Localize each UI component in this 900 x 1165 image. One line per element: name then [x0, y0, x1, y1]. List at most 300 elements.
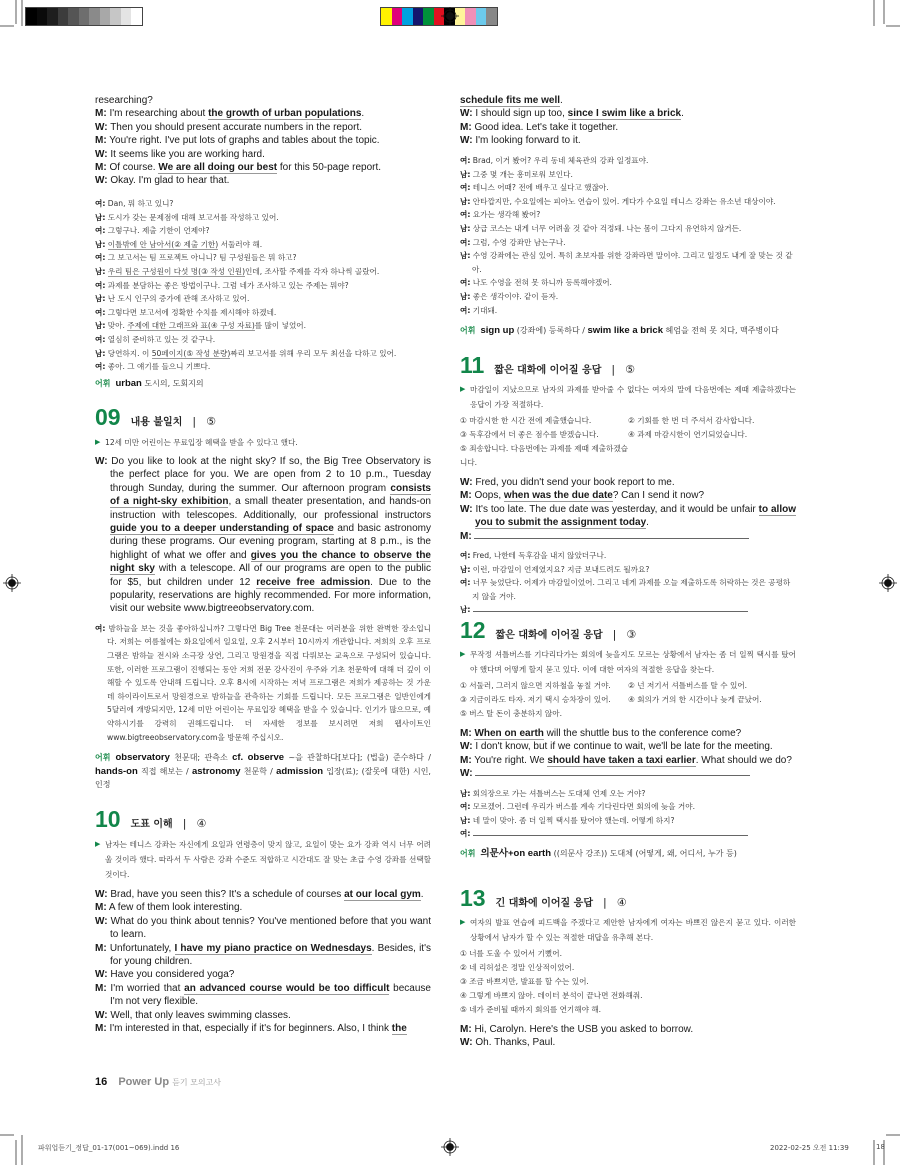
key-phrase: 주제에 대한 그래프와 표(④ 구성 자료)	[127, 321, 255, 331]
vocab-term: astronomy	[191, 765, 241, 777]
answer-option: ④ 그렇게 바쁘지 않아. 데이터 분석이 끝나면 전화해줘.	[460, 991, 643, 1000]
vocab-q10	[460, 324, 796, 337]
dialogue-line	[95, 982, 431, 1009]
dialogue-line	[460, 208, 796, 222]
dialogue-line	[460, 603, 796, 617]
speaker-label: 남:	[460, 291, 471, 301]
question-10	[95, 806, 431, 1035]
speaker-label: 남:	[95, 239, 106, 249]
key-phrase: schedule fits me well	[460, 95, 561, 106]
line-text: I should sign up too,	[472, 108, 568, 120]
line-text: 나도 수영을 전혀 못 하니까 등록해야겠어.	[470, 278, 612, 288]
dialogue-line	[95, 279, 431, 293]
question-type: 긴 대화에 이어질 응답	[495, 898, 593, 909]
key-phrase: an advanced course would be too difficult	[184, 982, 390, 994]
line-text: Oops,	[471, 490, 504, 502]
line-text: Well, that only leaves swimming classes.	[107, 1009, 291, 1021]
line-text: 난 도시 인구의 증가에 관해 조사하고 있어.	[105, 294, 250, 304]
speaker-label: 여:	[460, 829, 471, 839]
speaker-label: 여:	[460, 237, 471, 247]
speaker-label: W:	[95, 456, 108, 467]
speaker-label: M:	[460, 530, 472, 542]
speaker-label: 여:	[460, 278, 471, 288]
line-text: Then you should present accurate numbers in the report.	[107, 121, 363, 133]
vocab-meaning: 천문학 /	[240, 766, 277, 776]
speaker-label: M:	[95, 982, 107, 994]
line-text: 테니스 어때? 전에 배우고 싶다고 했잖아.	[470, 183, 609, 193]
speaker-label: W:	[460, 477, 473, 488]
question-header	[460, 617, 796, 644]
question-number: 13	[460, 885, 486, 911]
speaker-label: W:	[460, 1037, 473, 1049]
dialogue-line	[460, 727, 796, 740]
vocab-meaning: 입장(료); (잘못에 대한) 시인, 인정	[95, 766, 431, 790]
dialogue-line	[95, 1022, 431, 1035]
key-phrase: should have taken a taxi earlier	[547, 754, 696, 766]
line-text: 상급 코스는 내게 너무 어려울 것 같아 걱정돼. 나는 몸이 그다지 유연하지 않거든.	[470, 223, 742, 233]
vocab-term: observatory	[115, 752, 170, 764]
speaker-label: 남:	[460, 169, 471, 179]
page-number: 16	[95, 1076, 108, 1088]
question-type: 도표 이해	[130, 819, 173, 830]
dialogue-line	[460, 814, 796, 828]
answer-option: ⑤ 죄송합니다. 다음번에는 과제를 제때 제출하겠습니다.	[460, 444, 628, 467]
speaker-label: 남:	[95, 294, 106, 304]
dialogue-line	[95, 107, 431, 120]
dialogue-line	[460, 107, 796, 120]
line-text: 그중 몇 개는 흥미로워 보인다.	[470, 169, 573, 179]
line-text: Fred, you didn't send your book report to me.	[472, 477, 675, 488]
line-text: . Besides, it's for young children.	[110, 942, 431, 968]
triangle-bullet-icon: ▶	[460, 650, 466, 658]
question-header	[95, 404, 431, 431]
line-text: 너무 늦었단다. 어제가 마감일이었어. 그리고 네게 과제를 오늘 제출하도록 허락하는 것은 공평하지 않을 거야.	[470, 578, 791, 601]
speaker-label: 여:	[460, 305, 471, 315]
speaker-label: 남:	[460, 196, 471, 206]
question-header	[460, 885, 796, 912]
line-text: 그렇구나. 제출 기한이 언제야?	[105, 226, 210, 236]
dialogue-line	[460, 276, 796, 290]
line-text: 수영 강좌에는 관심 있어. 특히 초보자를 위한 강좌라면 말이야. 그리고 일정도 내게 잘 맞는 것 같아.	[470, 251, 793, 274]
line-text: 밤하늘을 보는 것을 좋아하십니까? 그렇다면 Big Tree 천문대는 여러분을 위한 완벽한 장소입니다. 저희는 여름철에는 화요일에서 일요일, 오후 2시부터 10시까지 개관합니다. 저희의 오후 프로그램은 밤하늘 전시와 소극장 상연, 그리고 망원경을 직접 다뤄보는 교육으로 구성되어 있습니다. 또한, 이러한 프로그램이 진행되는 동안 저희 전문 강사진이 우주와 기초 천문학에 대해 더 깊이 이해할 수 있도록 안내해 드립니다. 오후 8시에 시작하는 저녁 프로그램은 저희가 제공하는 것 가운데 하이라이트로서 망원경으로 밤하늘을 관측하는 기회를 드립니다. 모든 프로그램은 일반인에게 5달러에 개방되지만, 12세 미만 어린이는 무료입장 혜택을 받을 수 있습니다. 인기가 많으므로, 예약하시기를 강력히 권해드립니다. 더 자세한 정보를 보시려면 저희 웹사이트인 www.bigtreeobservatory.com을 방문해 주십시오.	[105, 623, 431, 742]
line-text: 열심히 준비하고 있는 것 같구나.	[105, 334, 216, 344]
dialogue-line	[460, 1036, 796, 1049]
translation	[95, 622, 431, 744]
dialogue-line	[95, 134, 431, 147]
answer-blank	[475, 767, 750, 776]
line-text: I don't know, but if we continue to wait, we'll be late for the meeting.	[472, 741, 773, 753]
line-text: , a small theater presentation, and hands-on instruction with telescopes. Additionally, our professional instructors	[110, 496, 431, 521]
dialogue-line	[95, 211, 431, 225]
separator: |	[182, 817, 187, 830]
dialogue-line	[95, 94, 431, 107]
speaker-label: 남:	[460, 815, 471, 825]
line-text: 당연하지. 이	[105, 348, 152, 358]
dialogue-line	[460, 154, 796, 168]
key-phrase: 이틀밖에 안 남아서(② 제출 기한)	[107, 239, 219, 249]
answer-option: ② 넌 저기서 셔틀버스를 탈 수 있어.	[628, 681, 748, 690]
key-phrase: the growth of urban populations	[208, 108, 362, 120]
question-13	[460, 885, 796, 1050]
speaker-label: 남:	[95, 212, 106, 222]
question-number: 12	[460, 617, 486, 643]
dialogue-line	[95, 306, 431, 320]
line-text: Oh. Thanks, Paul.	[472, 1037, 556, 1049]
dialogue	[95, 455, 431, 616]
dialogue-line	[95, 333, 431, 347]
key-phrase: consists of a night-sky exhibition	[110, 482, 431, 508]
key-phrase: We are all doing our best	[158, 162, 278, 174]
explanation: ▶ 여자의 발표 연습에 피드백을 주겠다고 제안한 남자에게 여자는 바쁘진 않은지 묻고 있다. 이러한 상황에서 남자가 할 수 있는 적절한 대답을 유추해 본다.	[460, 915, 796, 945]
speaker-label: 여:	[460, 802, 471, 812]
speaker-label: W:	[460, 503, 473, 515]
line-text: .	[420, 889, 424, 900]
speaker-label: M:	[95, 162, 107, 174]
dialogue-line	[95, 292, 431, 306]
line-text: 네 말이 맞아. 좀 더 일찍 택시를 탔어야 했는데. 어떻게 하지?	[470, 815, 675, 825]
dialogue-line	[460, 576, 796, 603]
dialogue-line	[460, 767, 796, 780]
dialogue-line	[460, 181, 796, 195]
line-text: Have you considered yoga?	[107, 969, 235, 981]
answer-options	[460, 947, 796, 1017]
dialogue-line	[460, 236, 796, 250]
dialogue-line	[95, 915, 431, 942]
dialogue-line	[95, 968, 431, 981]
speaker-label: 여:	[95, 199, 106, 208]
key-phrase: guide you to a deeper understanding of space	[110, 523, 334, 535]
line-text: 그럼, 수영 강좌만 남는구나.	[470, 237, 566, 247]
line-text: ? Can I send it now?	[612, 490, 705, 502]
speaker-label: W:	[95, 915, 108, 927]
dialogue	[95, 888, 431, 1035]
answer-option: ② 기회를 한 번 더 주셔서 감사합니다.	[628, 416, 755, 425]
speaker-label: M:	[460, 754, 472, 766]
speaker-label: M:	[460, 121, 472, 133]
dialogue-line	[95, 319, 431, 333]
answer-option: ⑤ 버스 탈 돈이 충분하지 않아.	[460, 709, 562, 718]
answer: ④	[616, 896, 627, 909]
vocab-term: sign up	[480, 325, 515, 336]
speaker-label: 남:	[460, 605, 471, 615]
answer-option: ④ 과제 마감시한이 연기되었습니다.	[628, 430, 748, 439]
line-text: 짜리 보고서를 위해 우리 모두 최선을 다하고 있어.	[230, 348, 397, 358]
page-footer	[95, 1076, 221, 1088]
line-text: You're right. I've put lots of graphs and tables about the topic.	[106, 135, 380, 147]
dialogue	[460, 476, 796, 543]
dialogue-line	[95, 265, 431, 279]
triangle-bullet-icon: ▶	[95, 840, 101, 848]
dialogue-line	[95, 224, 431, 238]
separator: |	[611, 363, 616, 376]
line-text: It's too late. The due date was yesterday, and it would be unfair	[472, 503, 759, 515]
line-text: 모르겠어. 그런데 우리가 버스를 계속 기다린다면 회의에 늦을 거야.	[470, 802, 695, 812]
line-text: for this 50-page report.	[277, 162, 382, 174]
speaker-label: W:	[460, 768, 473, 780]
line-text: I'm worried that	[106, 982, 185, 994]
line-text: because I'm not very flexible.	[110, 982, 431, 1008]
vocab-label: 어휘	[460, 326, 476, 335]
dialogue-line	[95, 888, 431, 901]
dialogue-line	[460, 121, 796, 134]
slug-page: 18	[876, 1143, 885, 1151]
speaker-label: W:	[95, 121, 108, 133]
dialogue-line	[460, 1023, 796, 1036]
speaker-label: M:	[95, 902, 107, 914]
dialogue-line	[460, 827, 796, 841]
vocab-meaning: ((의문사 강조)) 도대체 (어떻게, 왜, 어디서, 누가 등)	[551, 849, 737, 858]
dialogue-line	[460, 787, 796, 801]
speaker-label: W:	[95, 175, 108, 187]
answer-options	[460, 679, 796, 721]
vocab-meaning: 천문대; 관측소	[169, 753, 233, 763]
explanation: ▶ 마감일이 지났으므로 남자의 과제를 받아줄 수 없다는 여자의 말에 다음번에는 제때 제출하겠다는 응답이 가장 적절하다.	[460, 382, 796, 412]
explanation: ▶ 12세 미만 어린이는 무료입장 혜택을 받을 수 있다고 했다.	[95, 435, 431, 450]
dialogue-line	[460, 249, 796, 276]
speaker-label: 남:	[460, 223, 471, 233]
answer-option: ⑤ 네가 준비될 때까지 회의를 연기해야 해.	[460, 1005, 602, 1014]
line-text: Dan, 뭐 하고 있니?	[105, 199, 174, 208]
speaker-label: W:	[95, 969, 108, 981]
speaker-label: 남:	[460, 251, 471, 261]
speaker-label: 여:	[95, 334, 106, 344]
dialogue-line	[95, 251, 431, 265]
line-text: 이런, 마감일이 언제였지요? 지금 보내드려도 될까요?	[470, 564, 650, 574]
answer: ⑤	[625, 363, 635, 376]
dialogue-line	[460, 503, 796, 530]
line-text: I'm looking forward to it.	[472, 135, 581, 147]
key-phrase: receive free admission	[256, 576, 371, 588]
key-phrase: when was the due date	[503, 490, 613, 502]
line-text: You're right. We	[471, 754, 548, 766]
question-type: 내용 불일치	[130, 417, 183, 428]
line-text: Okay. I'm glad to hear that.	[107, 175, 230, 187]
line-text: Do you like to look at the night sky? If so, the Big Tree Observatory is the perfect place for you. We are open from 2 to 10 p.m., Tuesday through Sunday, during the summer. Our afternoon program	[107, 456, 431, 494]
dialogue-line	[95, 238, 431, 252]
vocab-meaning: 직접 해보는 /	[137, 766, 192, 776]
slug-timestamp: 2022-02-25 오전 11:39	[770, 1144, 849, 1152]
speaker-label: M:	[95, 1023, 107, 1035]
dialogue-line	[95, 121, 431, 134]
vocab-q08	[95, 377, 431, 390]
line-text: 좋은 생각이야. 같이 듣자.	[470, 291, 559, 301]
vocab-label: 어휘	[95, 753, 111, 763]
answer-option: ① 서둘러, 그러지 않으면 지하철을 놓칠 거야.	[460, 681, 611, 690]
vocab-term: admission	[276, 765, 324, 777]
dialogue-line	[460, 530, 796, 543]
line-text: 과제를 분담하는 좋은 방법이구나. 그럼 네가 조사하고 있는 주제는 뭐야?	[105, 280, 349, 290]
question-header	[95, 806, 431, 833]
vocab	[460, 847, 796, 860]
dialogue-line	[95, 360, 431, 374]
speaker-label: 여:	[95, 280, 106, 290]
speaker-label: 남:	[95, 321, 106, 331]
speaker-label: M:	[95, 108, 107, 120]
speaker-label: 여:	[460, 210, 471, 220]
explanation: ▶ 무작정 셔틀버스를 기다리다가는 회의에 늦을지도 모르는 상황에서 남자는 좀 더 일찍 택시를 탔어야 했다며 어떻게 할지 묻고 있다. 이에 대한 여자의 적절한 응답을 찾는다.	[460, 647, 796, 677]
speaker-label: 남:	[95, 348, 106, 358]
line-text: 회의장으로 가는 셔틀버스는 도대체 언제 오는 거야?	[470, 788, 646, 798]
vocab-term: cf. observe	[232, 752, 285, 764]
vocab-label: 어휘	[460, 849, 476, 858]
answer-option: ② 네 리허설은 정말 인상적이었어.	[460, 963, 575, 972]
dialogue-q08-end	[95, 94, 431, 188]
question-type: 짧은 대화에 이어질 응답	[495, 630, 603, 641]
key-phrase: When on earth	[474, 728, 544, 739]
dialogue-line	[460, 489, 796, 502]
line-text: I'm researching about	[106, 108, 209, 120]
dialogue	[460, 727, 796, 781]
line-text: I'm interested in that, especially if it's for beginners. Also, I think	[106, 1023, 392, 1035]
dialogue-line	[460, 549, 796, 563]
line-text: 인데, 조사할 주제를 각자 하나씩 골랐어.	[245, 266, 380, 276]
question-number: 09	[95, 404, 121, 430]
line-text: Fred, 나한테 독후감을 내지 않았더구나.	[470, 551, 607, 561]
line-text: 안타깝지만, 수요일에는 피아노 연습이 있어. 게다가 수요일 테니스 강좌는 유소년 대상이야.	[470, 196, 776, 206]
answer-blank	[474, 530, 749, 539]
vocab-term: urban	[115, 378, 142, 389]
line-text: 그렇다면 보고서에 정확한 수치를 제시해야 하겠네.	[105, 307, 277, 317]
speaker-label: M:	[460, 728, 472, 739]
answer-option: ③ 지금이라도 타자. 저기 택시 승차장이 있어.	[460, 695, 611, 704]
vocab-meaning: ~을 관찰하다[보다]; (법을) 준수하다 /	[284, 753, 431, 763]
speaker-label: 여:	[460, 183, 471, 193]
line-text: 도시가 갖는 문제점에 대해 보고서를 작성하고 있어.	[105, 212, 279, 222]
speaker-label: M:	[95, 135, 107, 147]
dialogue-line	[460, 800, 796, 814]
dialogue-line	[460, 563, 796, 577]
line-text: and basic astronomy during these programs. Our evening program, starting at 8 p.m., is the highlight of what we offer and	[110, 523, 431, 561]
question-11	[460, 352, 796, 617]
line-text: Hi, Carolyn. Here's the USB you asked to borrow.	[471, 1024, 694, 1035]
vocab-meaning: 도시의, 도회지의	[141, 379, 204, 388]
answer-blank	[473, 603, 748, 612]
speaker-label: 여:	[460, 551, 471, 561]
key-phrase: gives you the chance to observe the night sky	[110, 549, 431, 575]
key-phrase: to allow you to submit the assignment today	[475, 503, 796, 529]
explanation: ▶ 남자는 테니스 강좌는 자신에게 요일과 연령층이 맞지 않고, 요일이 맞는 요가 강좌 역시 너무 어려울 것이라 했다. 따라서 두 사람은 강좌 수준도 적합하고 시간대도 잘 맞는 초급 수영 강좌를 선택할 것이다.	[95, 837, 431, 882]
line-text: . What should we do?	[695, 754, 792, 766]
dialogue-line	[95, 455, 431, 616]
question-09	[95, 404, 431, 791]
vocab-meaning: 헤엄을 전혀 못 치다, 맥주병이다	[662, 326, 779, 335]
line-text: . Due to the popularity, reservations are highly recommended. For more information, visit our website www.bigtreeobservatory.com.	[110, 576, 431, 615]
speaker-label: 여:	[95, 623, 106, 633]
book-subtitle: 듣기 모의고사	[172, 1078, 222, 1087]
speaker-label: W:	[460, 741, 473, 753]
answer: ④	[196, 817, 207, 830]
key-phrase: at our local gym	[344, 889, 421, 900]
dialogue-line	[460, 754, 796, 767]
vocab-term: hands-on	[95, 765, 138, 777]
separator: |	[612, 628, 617, 641]
slug-filename: 파워업듣기_정답_01-17(001~069).indd 16	[38, 1144, 180, 1152]
line-text: It seems like you are working hard.	[107, 148, 265, 160]
speaker-label: M:	[460, 1024, 472, 1035]
line-text: Unfortunately,	[106, 942, 175, 954]
answer: ③	[626, 628, 637, 641]
separator: |	[192, 415, 197, 428]
speaker-label: W:	[460, 135, 473, 147]
line-text: .	[681, 108, 684, 120]
dialogue-line	[460, 740, 796, 753]
question-12	[460, 617, 796, 860]
question-header	[460, 352, 796, 379]
book-title: Power Up	[118, 1076, 170, 1088]
speaker-label: 여:	[95, 307, 106, 317]
dialogue-line	[95, 622, 431, 744]
dialogue-line	[95, 901, 431, 914]
line-text: Brad, have you seen this? It's a schedule of courses	[107, 889, 345, 900]
dialogue-line	[460, 304, 796, 318]
question-number: 10	[95, 806, 121, 832]
dialogue	[460, 1023, 796, 1050]
line-text: .	[646, 517, 649, 529]
line-text: 맞아.	[105, 321, 128, 331]
line-text: .	[560, 95, 563, 106]
answer-blank	[473, 827, 748, 836]
speaker-label: W:	[460, 108, 473, 120]
dialogue-line	[460, 134, 796, 147]
vocab-meaning: (강좌에) 등록하다 /	[514, 326, 588, 335]
answer-option: ④ 회의가 거의 한 시간이나 늦게 끝났어.	[628, 695, 762, 704]
line-text: with a telescope. All of our programs are open to the public for $5, but children under 12	[110, 563, 431, 588]
line-text: Of course.	[106, 162, 159, 174]
vocab-label: 어휘	[95, 379, 111, 388]
separator: |	[602, 896, 607, 909]
speaker-label: W:	[95, 148, 108, 160]
key-phrase: 우리 팀은 구성원이 다섯 명(③ 작성 인원)	[107, 266, 246, 276]
key-phrase: the	[391, 1023, 407, 1035]
triangle-bullet-icon: ▶	[460, 385, 466, 393]
translation-q10	[460, 154, 796, 317]
dialogue-line	[460, 195, 796, 209]
triangle-bullet-icon: ▶	[460, 918, 466, 926]
line-text: A few of them look interesting.	[106, 902, 243, 914]
speaker-label: 여:	[95, 362, 106, 372]
line-text: researching?	[95, 95, 153, 106]
answer-option: ① 마감시한 한 시간 전에 제출했습니다.	[460, 416, 592, 425]
dialogue-line	[95, 197, 431, 211]
speaker-label: 남:	[460, 564, 471, 574]
speaker-label: W:	[95, 889, 108, 900]
dialogue-line	[460, 476, 796, 489]
speaker-label: W:	[95, 1009, 108, 1021]
speaker-label: 여:	[95, 226, 106, 236]
question-number: 11	[460, 352, 485, 378]
speaker-label: M:	[460, 490, 472, 502]
triangle-bullet-icon: ▶	[95, 438, 101, 446]
answer-options	[460, 414, 796, 470]
dialogue-line	[460, 168, 796, 182]
dialogue-line	[460, 222, 796, 236]
dialogue-line	[95, 148, 431, 161]
translation	[460, 787, 796, 841]
line-text: What do you think about tennis? You've mentioned before that you want to learn.	[107, 915, 431, 941]
line-text: 그 보고서는 팀 프로젝트 아니니? 팀 구성원들은 뭐 하고?	[105, 253, 297, 263]
dialogue-line	[95, 1009, 431, 1022]
speaker-label: 남:	[95, 266, 106, 276]
line-text: 좋아. 그 얘기를 들으니 기쁘다.	[105, 362, 211, 372]
dialogue-line	[95, 161, 431, 174]
line-text: .	[361, 108, 365, 120]
vocab-term: 의문사+on earth	[480, 848, 552, 859]
speaker-label: 여:	[460, 156, 471, 165]
question-type: 짧은 대화에 이어질 응답	[494, 365, 602, 376]
dialogue-line	[460, 290, 796, 304]
translation-q08	[95, 197, 431, 374]
dialogue-line	[460, 94, 796, 107]
